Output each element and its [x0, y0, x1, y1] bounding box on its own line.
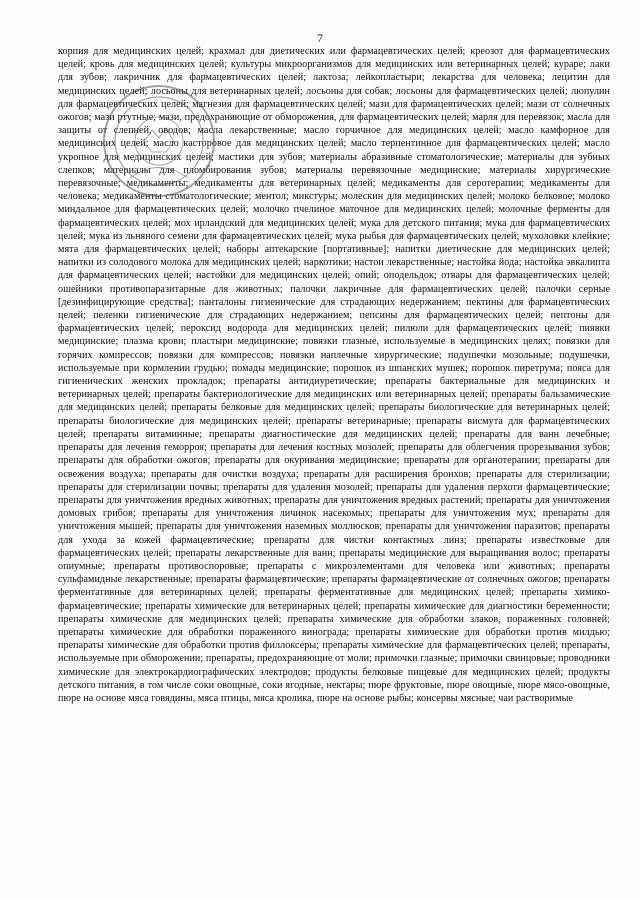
- goods-list-paragraph: корпия для медицинских целей; крахмал для диетических или фармацевтических целей; креозот для фармацевтических целей; кровь для медицинских целей; культуры микроорганизмов для медицинских или ветеринарных целей; кураре; лаки для зубов; лакричник для фармацевтических целей; лактоза; лейкопластыри; лекарства для человека; лецитин для медицинских целей; лосьоны для ветеринарных целей; лосьоны для собак; лосьоны для фармацевтических целей; люпулин для фармацевтических целей; магнезия для фармацевтических целей; мази для фармацевтических целей; мази от солнечных ожогов; мази ртутные; мази, предохраняющие от обморожения, для фармацевтических целей; марля для перевязок; масла для защиты от слепней, оводов; масла лекарственные; масло горчичное для медицинских целей; масло камфорное для медицинских целей; масло касторовое для медицинских целей; масло терпентинное для фармацевтических целей; масло укропное для медицинских целей; мастики для зубов; материалы абразивные стоматологические; материалы для зубных слепков; материалы для пломбирования зубов; материалы перевязочные медицинские; материалы хирургические перевязочные; медикаменты; медикаменты для ветеринарных целей; медикаменты для серотерапии; медикаменты для человека; медикаменты стоматологические; ментол; микстуры; молескин для медицинских целей; молоко белковое; молоко миндальное для фармацевтических целей; молочко пчелиное маточное для медицинских целей; молочные ферменты для фармацевтических целей; мох ирландский для медицинских целей; мука для детского питания; мука для фармацевтических целей; мука из льняного семени для фармацевтических целей; мука рыбья для фармацевтических целей; мухоловки клейкие; мята для фармацевтических целей; наборы аптекарские [портативные]; напитки диетические для медицинских целей; напитки из солодового молока для медицинских целей; наркотики; настои лекарственные; настойка йода; настойка эвкалипта для фармацевтических целей; настойки для медицинских целей; опий; оподельдок; отвары для фармацевтических целей; ошейники противопаразитарные для животных; палочки лакричные для фармацевтических целей; палочки серные [дезинфицирующие средства]; панталоны гигиенические для страдающих недержанием; пектины для фармацевтических целей; пеленки гигиенические для страдающих недержанием; пепсины для фармацевтических целей; пептоны для фармацевтических целей; пероксид водорода для медицинских целей; пилюли для фармацевтических целей; пиявки медицинские; плазма крови; пластыри медицинские; повязки глазные, используемые в медицинских целях; повязки для горячих компрессов; повязки для компрессов; повязки наплечные хирургические; подушечки мозольные; подушечки, используемые при кормлении грудью; помады медицинские; порошок из шпанских мушек; порошок пиретрума; пояса для гигиенических женских прокладок; препараты антидиуретические; препараты бактериальные для медицинских и ветеринарных целей; препараты бактериологические для медицинских или ветеринарных целей; препараты бальзамические для медицинских целей; препараты белковые для медицинских целей; препараты биологические для ветеринарных целей; препараты биологические для медицинских целей; препараты ветеринарные; препараты висмута для фармацевтических целей; препараты витаминные; препараты диагностические для медицинских целей; препараты для ванн лечебные; препараты для лечения геморроя; препараты для лечения костных мозолей; препараты для облегчения прорезывания зубов; препараты для обработки ожогов; препараты для окуривания медицинские; препараты для органотерапии; препараты для освежения воздуха; препараты для очистки воздуха; препараты для расширения бронхов; препараты для стерилизации; препараты для стерилизации почвы; препараты для удаления мозолей; препараты для удаления перхоти фармацевтические; препараты для уничтожения вредных животных; препараты для уничтожения вредных растений; препараты для уничтожения домовых грибов; препараты для уничтожения личинок насекомых; препараты для уничтожения мух; препараты для уничтожения мышей; препараты для уничтожения наземных моллюсков; препараты для уничтожения паразитов; препараты для ухода за кожей фармацевтические; препараты для чистки контактных линз; препараты известковые для фармацевтических целей; препараты лекарственные для ванн; препараты медицинские для выращивания волос; препараты опиумные; препараты противоспоровые; препараты с микроэлементами для человека или животных; препараты сульфамидные лекарственные; препараты фармацевтические; препараты фармацевтические от солнечных ожогов; препараты ферментативные для ветеринарных целей; препараты ферментативные для медицинских целей; препараты химико-фармацевтические; препараты химические для ветеринарных целей; препараты химические для диагностики беременности; препараты химические для медицинских целей; препараты химические для обработки злаков, пораженных головней; препараты химические для обработки пораженного винограда; препараты химические для обработки против милдью; препараты химические для обработки против филлоксеры; препараты химические для фармацевтических целей; препараты, используемые при обморожении; препараты, предохраняющие от моли; примочки глазные; примочки свинцовые; проводники химические для электрокардиографических электродов; продукты белковые пищевые для медицинских целей; продукты детского питания, в том числе соки овощные, соки ягодные, нектары; пюре фруктовые, пюре овощные, пюре мясо-овощные, пюре на основе мяса говядины, мяса птицы, мяса кролика, пюре на основе рыбы; консервы мясные; чаи растворимые: [58, 46, 610, 704]
- page-number: 7: [317, 31, 323, 45]
